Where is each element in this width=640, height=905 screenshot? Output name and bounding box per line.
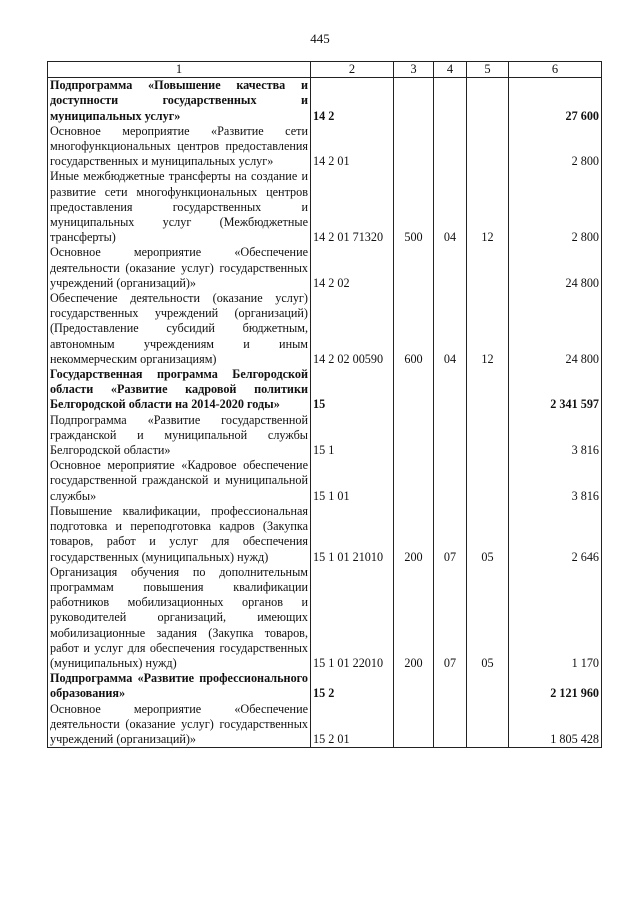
- row-code: 14 2: [311, 78, 394, 124]
- table-row: [48, 702, 602, 748]
- row-code: 14 2 02: [311, 245, 394, 291]
- row-col3: 200: [394, 565, 434, 671]
- row-code: 15 1 01: [311, 458, 394, 504]
- row-col4: [434, 671, 467, 701]
- row-code: 15 1 01 21010: [311, 504, 394, 565]
- row-col3: [394, 671, 434, 701]
- row-col5: [467, 124, 509, 170]
- row-sum: 1 805 428: [509, 702, 602, 748]
- row-col4: 07: [434, 504, 467, 565]
- row-col5: 12: [467, 169, 509, 245]
- row-sum: 1 170: [509, 565, 602, 671]
- row-col5: [467, 367, 509, 413]
- table-row: [48, 245, 602, 291]
- row-col4: [434, 413, 467, 459]
- column-header: 4: [434, 62, 467, 78]
- page-number: 445: [310, 31, 330, 46]
- row-name: Основное мероприятие «Обеспечение деятельности (оказание услуг) государственных учреждений (организаций)»: [48, 702, 311, 748]
- row-col3: [394, 78, 434, 124]
- row-sum: 27 600: [509, 78, 602, 124]
- table-row: [48, 671, 602, 701]
- table-row: [48, 169, 602, 245]
- row-sum: 2 800: [509, 124, 602, 170]
- row-sum: 3 816: [509, 413, 602, 459]
- table-row: [48, 367, 602, 413]
- row-col4: [434, 367, 467, 413]
- row-col4: [434, 124, 467, 170]
- row-sum: 2 800: [509, 169, 602, 245]
- column-header: 2: [311, 62, 394, 78]
- row-sum: 24 800: [509, 291, 602, 367]
- table-row: [48, 413, 602, 459]
- row-col3: [394, 124, 434, 170]
- row-col3: 600: [394, 291, 434, 367]
- row-name: Подпрограмма «Повышение качества и доступности государственных и муниципальных услуг»: [48, 78, 311, 124]
- table-header-row: [48, 62, 602, 78]
- row-col3: [394, 413, 434, 459]
- row-col5: [467, 702, 509, 748]
- row-code: 15 2: [311, 671, 394, 701]
- row-code: 15 2 01: [311, 702, 394, 748]
- row-col3: 500: [394, 169, 434, 245]
- row-name: Иные межбюджетные трансферты на создание и развитие сети многофункциональных центров предоставления государственных и муниципальных услуг (Межбюджетные трансферты): [48, 169, 311, 245]
- row-col5: 05: [467, 565, 509, 671]
- row-sum: 3 816: [509, 458, 602, 504]
- row-name: Обеспечение деятельности (оказание услуг) государственных учреждений (организаций) (Предоставление субсидий бюджетным, автономным учреждениям и иным некоммерческим организациям): [48, 291, 311, 367]
- row-col3: [394, 702, 434, 748]
- row-col4: [434, 458, 467, 504]
- table-row: [48, 504, 602, 565]
- row-sum: 2 341 597: [509, 367, 602, 413]
- row-col5: [467, 245, 509, 291]
- column-header: 1: [48, 62, 311, 78]
- row-col5: 12: [467, 291, 509, 367]
- budget-table: [47, 61, 602, 748]
- column-header: 6: [509, 62, 602, 78]
- row-code: 14 2 01: [311, 124, 394, 170]
- row-name: Основное мероприятие «Обеспечение деятельности (оказание услуг) государственных учреждений (организаций)»: [48, 245, 311, 291]
- row-name: Повышение квалификации, профессиональная подготовка и переподготовка кадров (Закупка товаров, работ и услуг для обеспечения государственных (муниципальных) нужд): [48, 504, 311, 565]
- row-col5: [467, 458, 509, 504]
- column-header: 3: [394, 62, 434, 78]
- row-code: 14 2 01 71320: [311, 169, 394, 245]
- row-name: Подпрограмма «Развитие государственной гражданской и муниципальной службы Белгородской области»: [48, 413, 311, 459]
- row-sum: 2 646: [509, 504, 602, 565]
- row-col4: [434, 245, 467, 291]
- row-col5: [467, 413, 509, 459]
- row-col5: [467, 78, 509, 124]
- table-row: [48, 78, 602, 124]
- row-sum: 24 800: [509, 245, 602, 291]
- row-name: Организация обучения по дополнительным программам повышения квалификации работников мобилизационных органов и руководителей организаций, имеющих мобилизационные задания (Закупка товаров, работ и услуг для обеспечения государственных (муниципальных) нужд): [48, 565, 311, 671]
- row-name: Основное мероприятие «Кадровое обеспечение государственной гражданской и муниципальной службы»: [48, 458, 311, 504]
- row-code: 15 1: [311, 413, 394, 459]
- row-col4: 04: [434, 291, 467, 367]
- row-col3: [394, 367, 434, 413]
- row-col4: [434, 702, 467, 748]
- table-row: [48, 458, 602, 504]
- row-name: Подпрограмма «Развитие профессионального образования»: [48, 671, 311, 701]
- row-col3: 200: [394, 504, 434, 565]
- column-header: 5: [467, 62, 509, 78]
- row-code: 15: [311, 367, 394, 413]
- row-col5: [467, 671, 509, 701]
- row-name: Основное мероприятие «Развитие сети многофункциональных центров предоставления государственных и муниципальных услуг»: [48, 124, 311, 170]
- row-col5: 05: [467, 504, 509, 565]
- row-name: Государственная программа Белгородской области «Развитие кадровой политики Белгородской области на 2014-2020 годы»: [48, 367, 311, 413]
- row-col4: [434, 78, 467, 124]
- row-sum: 2 121 960: [509, 671, 602, 701]
- row-col4: 04: [434, 169, 467, 245]
- row-col3: [394, 458, 434, 504]
- row-code: 14 2 02 00590: [311, 291, 394, 367]
- table-row: [48, 124, 602, 170]
- row-col3: [394, 245, 434, 291]
- table-row: [48, 291, 602, 367]
- table-row: [48, 565, 602, 671]
- row-code: 15 1 01 22010: [311, 565, 394, 671]
- row-col4: 07: [434, 565, 467, 671]
